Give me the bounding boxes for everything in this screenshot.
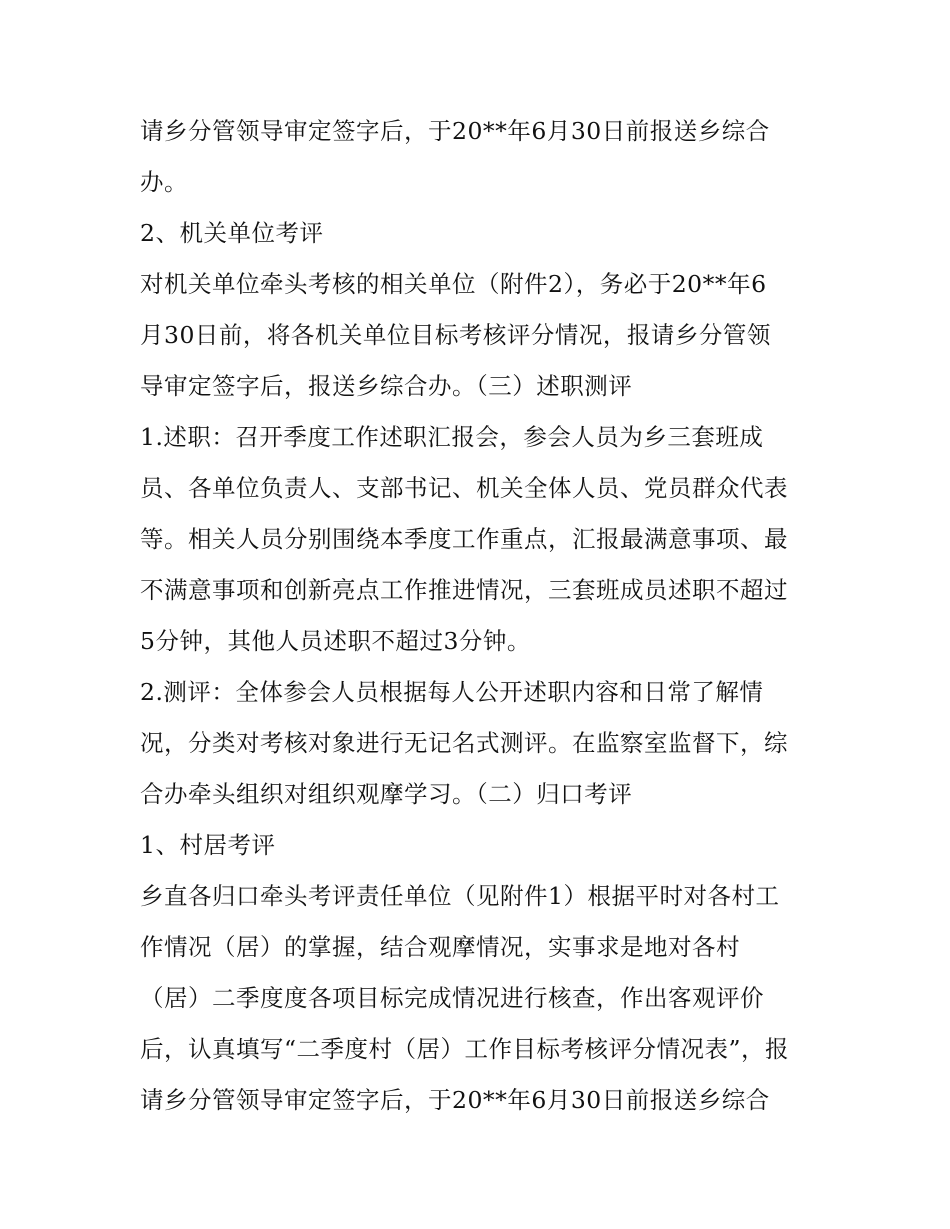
text-line: 作情况（居）的掌握，结合观摩情况，实事求是地对各村 [140, 933, 740, 961]
text-line: 合办牵头组织对组织观摩学习。（二）归口考评 [140, 780, 633, 808]
text-line: 导审定签字后，报送乡综合办。（三）述职测评 [140, 372, 633, 400]
text-line: 况，分类对考核对象进行无记名式测评。在监察室监督下，综 [140, 729, 788, 757]
text-line: 1、村居考评 [140, 831, 276, 859]
text-line: 员、各单位负责人、支部书记、机关全体人员、党员群众代表 [140, 474, 788, 502]
text-line: 1.述职：召开季度工作述职汇报会，参会人员为乡三套班成 [140, 423, 764, 451]
text-line: 乡直各归口牵头考评责任单位（见附件1）根据平时对各村工 [140, 882, 780, 910]
text-line: （居）二季度度各项目标完成情况进行核查，作出客观评价 [140, 984, 764, 1012]
text-line: 等。相关人员分别围绕本季度工作重点，汇报最满意事项、最 [140, 525, 788, 553]
text-line: 请乡分管领导审定签字后，于20**年6月30日前报送乡综合 [140, 1086, 770, 1114]
text-line: 2、机关单位考评 [140, 219, 324, 247]
text-line: 对机关单位牵头考核的相关单位（附件2），务必于20**年6 [140, 270, 767, 298]
text-line: 2.测评：全体参会人员根据每人公开述职内容和日常了解情 [140, 678, 764, 706]
text-line: 办。 [140, 168, 188, 196]
text-line: 5分钟，其他人员述职不超过3分钟。 [140, 627, 531, 655]
text-line: 后，认真填写“二季度村（居）工作目标考核评分情况表”，报 [140, 1035, 790, 1063]
text-line: 请乡分管领导审定签字后，于20**年6月30日前报送乡综合 [140, 117, 770, 145]
text-line: 不满意事项和创新亮点工作推进情况，三套班成员述职不超过 [140, 576, 788, 604]
text-line: 月30日前，将各机关单位目标考核评分情况，报请乡分管领 [140, 321, 771, 349]
